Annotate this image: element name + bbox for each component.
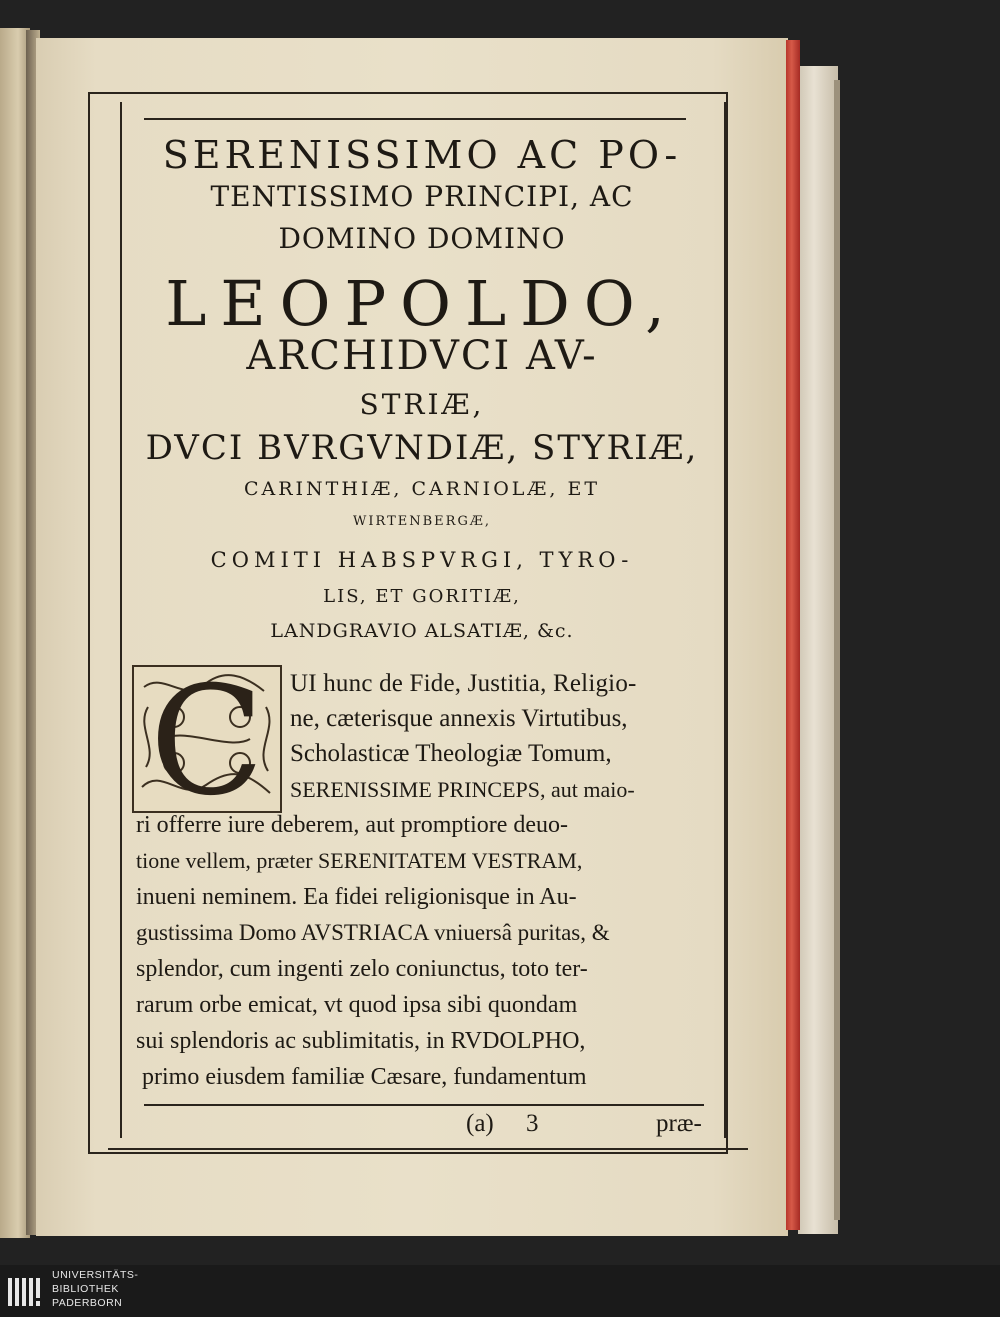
heading-name-leopoldo: LEOPOLDO, [165,267,679,340]
heading-line-7: DVCI BVRGVNDIÆ, STYRIÆ, [145,428,699,468]
body-line-6: tione vellem, præter SERENITATEM VESTRAM, [136,848,583,873]
heading-line-11: LIS, ET GORITIÆ, [323,586,521,607]
library-bar [0,1265,1000,1317]
back-cover-edge [834,80,840,1220]
body-line-12: primo eiusdem familiæ Cæsare, fundamentum [142,1064,587,1090]
signature-mark: (a) [466,1110,494,1137]
library-name-line-1: UNIVERSITÄTS- [52,1269,139,1281]
library-name-line-2: BIBLIOTHEK [52,1283,119,1295]
initial-letter: C [149,655,265,829]
body-line-8: gustissima Domo AVSTRIACA vniuersâ puritas, & [136,920,610,945]
red-page-edges [786,40,800,1230]
body-line-1: UI hunc de Fide, Justitia, Religio- [290,670,637,697]
heading-line-1: SERENISSIMO AC PO- [162,133,682,177]
catchword: præ- [656,1110,702,1137]
heading-line-8: CARINTHIÆ, CARNIOLÆ, ET [243,478,601,500]
library-logo-icon [6,1272,46,1312]
body-line-5: ri offerre iure deberem, aut promptiore deuo- [136,812,569,838]
heading-line-12: LANDGRAVIO ALSATIÆ, &c. [270,620,574,642]
decorated-initial [132,655,282,829]
top-rule [144,118,686,120]
body-line-10: rarum orbe emicat, vt quod ipsa sibi quondam [136,992,578,1018]
heading-line-10: COMITI HABSPVRGI, TYRO- [210,548,634,572]
body-line-4: SERENISSIME PRINCEPS, aut maio- [290,777,635,802]
heading-line-2: TENTISSIMO PRINCIPI, AC [210,180,634,213]
body-line-7: inueni neminem. Ea fidei religionisque in Au- [136,884,577,910]
body-line-2: ne, cæterisque annexis Virtutibus, [290,705,628,732]
body-line-9: splendor, cum ingenti zelo coniunctus, toto ter- [136,956,588,982]
library-name-line-3: PADERBORN [52,1297,123,1309]
page-number: 3 [526,1110,539,1137]
bottom-rule [144,1104,704,1106]
heading-line-6: STRIÆ, [359,388,485,421]
heading-line-9: WIRTENBERGÆ, [353,514,491,529]
heading-line-5: ARCHIDVCI AV- [246,333,598,379]
body-line-3: Scholasticæ Theologiæ Tomum, [290,740,612,767]
body-line-11: sui splendoris ac sublimitatis, in RVDOLPHO, [136,1028,586,1054]
footer-rule [108,1148,748,1150]
heading-line-3: DOMINO DOMINO [278,222,566,255]
back-cover-board [798,66,838,1234]
